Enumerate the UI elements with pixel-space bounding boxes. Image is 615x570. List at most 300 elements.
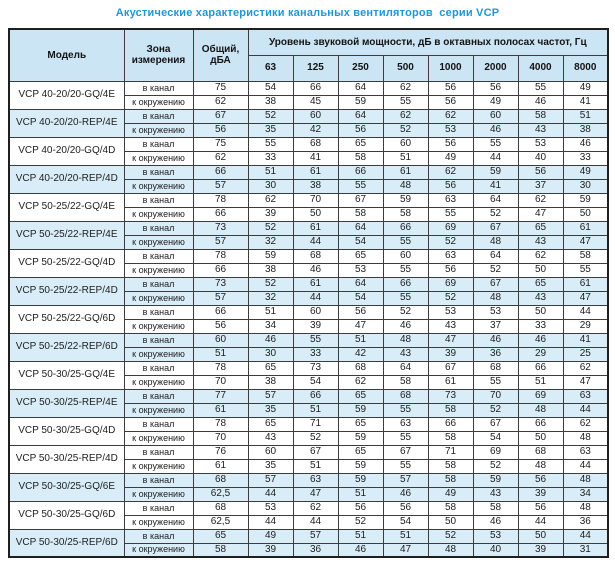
level-cell-125hz: 57 <box>293 529 338 543</box>
level-cell-500hz: 61 <box>383 165 428 179</box>
total-dba-cell: 75 <box>193 81 248 95</box>
level-cell-250hz: 64 <box>338 109 383 123</box>
level-cell-125hz: 63 <box>293 473 338 487</box>
level-cell-1000hz: 58 <box>428 473 473 487</box>
level-cell-500hz: 62 <box>383 81 428 95</box>
level-cell-1000hz: 73 <box>428 389 473 403</box>
level-cell-125hz: 66 <box>293 389 338 403</box>
level-cell-250hz: 56 <box>338 501 383 515</box>
level-cell-4000hz: 51 <box>518 375 563 389</box>
level-cell-500hz: 60 <box>383 137 428 151</box>
level-cell-250hz: 51 <box>338 529 383 543</box>
level-cell-125hz: 66 <box>293 81 338 95</box>
level-cell-250hz: 58 <box>338 151 383 165</box>
level-cell-125hz: 46 <box>293 263 338 277</box>
measurement-zone-cell: к окружению <box>124 487 193 501</box>
level-cell-500hz: 66 <box>383 277 428 291</box>
level-cell-125hz: 68 <box>293 137 338 151</box>
level-cell-4000hz: 62 <box>518 249 563 263</box>
level-cell-63hz: 46 <box>248 333 293 347</box>
level-cell-125hz: 60 <box>293 305 338 319</box>
level-cell-500hz: 55 <box>383 403 428 417</box>
level-cell-250hz: 42 <box>338 347 383 361</box>
level-cell-1000hz: 56 <box>428 95 473 109</box>
total-dba-cell: 62,5 <box>193 487 248 501</box>
level-cell-500hz: 59 <box>383 193 428 207</box>
level-cell-2000hz: 59 <box>473 165 518 179</box>
level-cell-63hz: 38 <box>248 263 293 277</box>
level-cell-2000hz: 56 <box>473 81 518 95</box>
level-cell-125hz: 61 <box>293 221 338 235</box>
level-cell-63hz: 34 <box>248 319 293 333</box>
level-cell-63hz: 32 <box>248 235 293 249</box>
level-cell-125hz: 61 <box>293 165 338 179</box>
table-row <box>9 221 608 235</box>
level-cell-4000hz: 68 <box>518 445 563 459</box>
level-cell-500hz: 64 <box>383 361 428 375</box>
level-cell-125hz: 52 <box>293 431 338 445</box>
level-cell-4000hz: 62 <box>518 193 563 207</box>
level-cell-1000hz: 53 <box>428 123 473 137</box>
level-cell-4000hz: 69 <box>518 389 563 403</box>
level-cell-500hz: 55 <box>383 291 428 305</box>
level-cell-250hz: 59 <box>338 95 383 109</box>
level-cell-1000hz: 66 <box>428 417 473 431</box>
level-cell-1000hz: 49 <box>428 487 473 501</box>
total-dba-cell: 62 <box>193 151 248 165</box>
level-cell-250hz: 66 <box>338 165 383 179</box>
total-dba-cell: 70 <box>193 431 248 445</box>
measurement-zone-cell: в канал <box>124 81 193 95</box>
level-cell-8000hz: 48 <box>563 473 608 487</box>
level-cell-2000hz: 55 <box>473 137 518 151</box>
level-cell-4000hz: 55 <box>518 81 563 95</box>
level-cell-2000hz: 37 <box>473 319 518 333</box>
level-cell-4000hz: 56 <box>518 473 563 487</box>
level-cell-2000hz: 36 <box>473 347 518 361</box>
level-cell-1000hz: 56 <box>428 137 473 151</box>
level-cell-2000hz: 53 <box>473 529 518 543</box>
level-cell-8000hz: 51 <box>563 109 608 123</box>
level-cell-125hz: 44 <box>293 515 338 529</box>
level-cell-4000hz: 43 <box>518 235 563 249</box>
level-cell-500hz: 66 <box>383 221 428 235</box>
table-row <box>9 137 608 151</box>
level-cell-125hz: 73 <box>293 361 338 375</box>
level-cell-500hz: 57 <box>383 473 428 487</box>
level-cell-63hz: 43 <box>248 431 293 445</box>
level-cell-500hz: 55 <box>383 235 428 249</box>
total-dba-cell: 57 <box>193 179 248 193</box>
total-dba-cell: 65 <box>193 529 248 543</box>
level-cell-2000hz: 55 <box>473 375 518 389</box>
total-dba-cell: 68 <box>193 501 248 515</box>
level-cell-8000hz: 41 <box>563 333 608 347</box>
level-cell-8000hz: 25 <box>563 347 608 361</box>
measurement-zone-cell: в канал <box>124 137 193 151</box>
level-cell-250hz: 64 <box>338 277 383 291</box>
level-cell-2000hz: 40 <box>473 543 518 557</box>
level-cell-250hz: 65 <box>338 389 383 403</box>
level-cell-4000hz: 43 <box>518 123 563 137</box>
level-cell-125hz: 39 <box>293 319 338 333</box>
level-cell-4000hz: 56 <box>518 165 563 179</box>
level-cell-125hz: 70 <box>293 193 338 207</box>
measurement-zone-cell: к окружению <box>124 403 193 417</box>
level-cell-4000hz: 39 <box>518 543 563 557</box>
table-row <box>9 501 608 515</box>
level-cell-500hz: 51 <box>383 151 428 165</box>
level-cell-8000hz: 63 <box>563 389 608 403</box>
model-name-cell: VCP 40-20/20-REP/4D <box>9 165 124 193</box>
level-cell-4000hz: 58 <box>518 109 563 123</box>
table-row <box>9 445 608 459</box>
model-name-cell: VCP 50-25/22-GQ/4D <box>9 249 124 277</box>
level-cell-125hz: 44 <box>293 291 338 305</box>
level-cell-2000hz: 59 <box>473 473 518 487</box>
level-cell-8000hz: 49 <box>563 81 608 95</box>
level-cell-2000hz: 48 <box>473 235 518 249</box>
level-cell-125hz: 51 <box>293 459 338 473</box>
level-cell-500hz: 58 <box>383 375 428 389</box>
level-cell-63hz: 51 <box>248 165 293 179</box>
measurement-zone-cell: к окружению <box>124 431 193 445</box>
level-cell-1000hz: 61 <box>428 375 473 389</box>
total-dba-cell: 70 <box>193 375 248 389</box>
level-cell-4000hz: 46 <box>518 333 563 347</box>
table-row <box>9 389 608 403</box>
total-dba-cell: 62,5 <box>193 515 248 529</box>
level-cell-125hz: 45 <box>293 95 338 109</box>
level-cell-125hz: 36 <box>293 543 338 557</box>
level-cell-125hz: 67 <box>293 445 338 459</box>
column-header-frequency-group: Уровень звуковой мощности, дБ в октавных полосах частот, Гц <box>248 29 608 55</box>
level-cell-63hz: 44 <box>248 515 293 529</box>
level-cell-125hz: 55 <box>293 333 338 347</box>
level-cell-8000hz: 55 <box>563 263 608 277</box>
level-cell-63hz: 52 <box>248 109 293 123</box>
level-cell-1000hz: 58 <box>428 459 473 473</box>
measurement-zone-cell: к окружению <box>124 151 193 165</box>
level-cell-8000hz: 62 <box>563 361 608 375</box>
level-cell-2000hz: 60 <box>473 109 518 123</box>
measurement-zone-cell: к окружению <box>124 235 193 249</box>
level-cell-1000hz: 55 <box>428 207 473 221</box>
level-cell-250hz: 47 <box>338 319 383 333</box>
level-cell-63hz: 65 <box>248 361 293 375</box>
level-cell-250hz: 51 <box>338 487 383 501</box>
level-cell-8000hz: 33 <box>563 151 608 165</box>
level-cell-63hz: 52 <box>248 221 293 235</box>
level-cell-4000hz: 66 <box>518 417 563 431</box>
level-cell-1000hz: 69 <box>428 277 473 291</box>
level-cell-2000hz: 46 <box>473 123 518 137</box>
level-cell-8000hz: 34 <box>563 487 608 501</box>
level-cell-125hz: 54 <box>293 375 338 389</box>
level-cell-1000hz: 71 <box>428 445 473 459</box>
measurement-zone-cell: в канал <box>124 277 193 291</box>
level-cell-250hz: 68 <box>338 361 383 375</box>
level-cell-63hz: 55 <box>248 137 293 151</box>
table-row <box>9 249 608 263</box>
level-cell-4000hz: 33 <box>518 319 563 333</box>
measurement-zone-cell: к окружению <box>124 291 193 305</box>
model-name-cell: VCP 40-20/20-REP/4E <box>9 109 124 137</box>
level-cell-4000hz: 43 <box>518 291 563 305</box>
total-dba-cell: 66 <box>193 263 248 277</box>
frequency-header-1000: 1000 <box>428 55 473 81</box>
level-cell-63hz: 39 <box>248 207 293 221</box>
level-cell-500hz: 55 <box>383 431 428 445</box>
level-cell-125hz: 60 <box>293 109 338 123</box>
level-cell-250hz: 65 <box>338 249 383 263</box>
measurement-zone-cell: к окружению <box>124 459 193 473</box>
total-dba-cell: 56 <box>193 123 248 137</box>
level-cell-1000hz: 49 <box>428 151 473 165</box>
level-cell-500hz: 60 <box>383 249 428 263</box>
level-cell-8000hz: 61 <box>563 277 608 291</box>
level-cell-250hz: 65 <box>338 445 383 459</box>
level-cell-500hz: 52 <box>383 123 428 137</box>
level-cell-4000hz: 65 <box>518 277 563 291</box>
frequency-header-125: 125 <box>293 55 338 81</box>
total-dba-cell: 77 <box>193 389 248 403</box>
level-cell-8000hz: 44 <box>563 459 608 473</box>
table-row <box>9 305 608 319</box>
measurement-zone-cell: в канал <box>124 109 193 123</box>
model-name-cell: VCP 50-25/22-GQ/4E <box>9 193 124 221</box>
level-cell-63hz: 54 <box>248 81 293 95</box>
level-cell-2000hz: 52 <box>473 207 518 221</box>
level-cell-8000hz: 48 <box>563 501 608 515</box>
model-name-cell: VCP 40-20/20-GQ/4D <box>9 137 124 165</box>
table-row <box>9 417 608 431</box>
acoustic-characteristics-table <box>8 28 609 558</box>
level-cell-4000hz: 48 <box>518 403 563 417</box>
total-dba-cell: 58 <box>193 543 248 557</box>
level-cell-63hz: 53 <box>248 501 293 515</box>
level-cell-2000hz: 43 <box>473 487 518 501</box>
level-cell-8000hz: 29 <box>563 319 608 333</box>
measurement-zone-cell: в канал <box>124 165 193 179</box>
total-dba-cell: 56 <box>193 319 248 333</box>
level-cell-250hz: 53 <box>338 263 383 277</box>
level-cell-250hz: 65 <box>338 417 383 431</box>
model-name-cell: VCP 50-25/22-REP/4E <box>9 221 124 249</box>
level-cell-8000hz: 58 <box>563 249 608 263</box>
measurement-zone-cell: в канал <box>124 305 193 319</box>
level-cell-125hz: 44 <box>293 235 338 249</box>
level-cell-63hz: 35 <box>248 459 293 473</box>
table-header <box>9 29 608 81</box>
level-cell-8000hz: 44 <box>563 529 608 543</box>
level-cell-2000hz: 49 <box>473 95 518 109</box>
level-cell-500hz: 52 <box>383 305 428 319</box>
level-cell-1000hz: 39 <box>428 347 473 361</box>
level-cell-1000hz: 52 <box>428 291 473 305</box>
model-name-cell: VCP 50-30/25-REP/6D <box>9 529 124 557</box>
measurement-zone-cell: в канал <box>124 389 193 403</box>
total-dba-cell: 78 <box>193 417 248 431</box>
frequency-header-63: 63 <box>248 55 293 81</box>
level-cell-63hz: 59 <box>248 249 293 263</box>
level-cell-8000hz: 30 <box>563 179 608 193</box>
level-cell-8000hz: 50 <box>563 207 608 221</box>
measurement-zone-cell: в канал <box>124 221 193 235</box>
level-cell-8000hz: 62 <box>563 417 608 431</box>
level-cell-2000hz: 68 <box>473 361 518 375</box>
model-name-cell: VCP 50-30/25-GQ/4D <box>9 417 124 445</box>
level-cell-4000hz: 50 <box>518 529 563 543</box>
table-row <box>9 165 608 179</box>
level-cell-8000hz: 49 <box>563 165 608 179</box>
level-cell-8000hz: 44 <box>563 305 608 319</box>
level-cell-8000hz: 44 <box>563 403 608 417</box>
level-cell-125hz: 61 <box>293 277 338 291</box>
level-cell-8000hz: 63 <box>563 445 608 459</box>
level-cell-2000hz: 52 <box>473 263 518 277</box>
level-cell-2000hz: 44 <box>473 151 518 165</box>
level-cell-250hz: 55 <box>338 179 383 193</box>
model-name-cell: VCP 50-30/25-REP/4D <box>9 445 124 473</box>
level-cell-125hz: 41 <box>293 151 338 165</box>
model-name-cell: VCP 50-30/25-REP/4E <box>9 389 124 417</box>
level-cell-2000hz: 70 <box>473 389 518 403</box>
level-cell-500hz: 68 <box>383 389 428 403</box>
level-cell-2000hz: 67 <box>473 277 518 291</box>
level-cell-4000hz: 46 <box>518 95 563 109</box>
table-row <box>9 333 608 347</box>
model-name-cell: VCP 50-25/22-GQ/6D <box>9 305 124 333</box>
level-cell-8000hz: 47 <box>563 375 608 389</box>
level-cell-1000hz: 69 <box>428 221 473 235</box>
level-cell-2000hz: 41 <box>473 179 518 193</box>
level-cell-2000hz: 69 <box>473 445 518 459</box>
level-cell-4000hz: 50 <box>518 305 563 319</box>
measurement-zone-cell: к окружению <box>124 515 193 529</box>
total-dba-cell: 66 <box>193 165 248 179</box>
total-dba-cell: 73 <box>193 277 248 291</box>
total-dba-cell: 78 <box>193 361 248 375</box>
frequency-header-500: 500 <box>383 55 428 81</box>
measurement-zone-cell: в канал <box>124 473 193 487</box>
measurement-zone-cell: к окружению <box>124 179 193 193</box>
level-cell-125hz: 51 <box>293 403 338 417</box>
level-cell-250hz: 58 <box>338 207 383 221</box>
model-name-cell: VCP 50-30/25-GQ/4E <box>9 361 124 389</box>
table-row <box>9 529 608 543</box>
level-cell-250hz: 59 <box>338 431 383 445</box>
level-cell-1000hz: 58 <box>428 431 473 445</box>
level-cell-2000hz: 67 <box>473 221 518 235</box>
level-cell-1000hz: 56 <box>428 179 473 193</box>
level-cell-63hz: 65 <box>248 417 293 431</box>
level-cell-500hz: 51 <box>383 529 428 543</box>
level-cell-2000hz: 54 <box>473 431 518 445</box>
level-cell-500hz: 47 <box>383 543 428 557</box>
level-cell-125hz: 38 <box>293 179 338 193</box>
measurement-zone-cell: к окружению <box>124 543 193 557</box>
measurement-zone-cell: в канал <box>124 417 193 431</box>
level-cell-500hz: 46 <box>383 319 428 333</box>
measurement-zone-cell: к окружению <box>124 123 193 137</box>
measurement-zone-cell: к окружению <box>124 207 193 221</box>
table-row <box>9 193 608 207</box>
level-cell-4000hz: 40 <box>518 151 563 165</box>
level-cell-8000hz: 48 <box>563 431 608 445</box>
total-dba-cell: 61 <box>193 459 248 473</box>
level-cell-4000hz: 65 <box>518 221 563 235</box>
level-cell-4000hz: 29 <box>518 347 563 361</box>
level-cell-63hz: 30 <box>248 347 293 361</box>
model-name-cell: VCP 50-30/25-GQ/6D <box>9 501 124 529</box>
level-cell-63hz: 51 <box>248 305 293 319</box>
total-dba-cell: 66 <box>193 305 248 319</box>
level-cell-1000hz: 52 <box>428 235 473 249</box>
level-cell-1000hz: 52 <box>428 529 473 543</box>
level-cell-8000hz: 46 <box>563 137 608 151</box>
level-cell-1000hz: 63 <box>428 249 473 263</box>
measurement-zone-cell: в канал <box>124 193 193 207</box>
level-cell-1000hz: 56 <box>428 263 473 277</box>
total-dba-cell: 62 <box>193 95 248 109</box>
level-cell-2000hz: 64 <box>473 249 518 263</box>
table-body <box>9 81 608 557</box>
level-cell-500hz: 43 <box>383 347 428 361</box>
measurement-zone-cell: к окружению <box>124 263 193 277</box>
level-cell-1000hz: 50 <box>428 515 473 529</box>
level-cell-2000hz: 64 <box>473 193 518 207</box>
level-cell-4000hz: 37 <box>518 179 563 193</box>
table-row <box>9 473 608 487</box>
measurement-zone-cell: к окружению <box>124 347 193 361</box>
column-header-total: Общий, дБА <box>193 29 248 81</box>
table-row <box>9 361 608 375</box>
level-cell-4000hz: 48 <box>518 459 563 473</box>
model-name-cell: VCP 40-20/20-GQ/4E <box>9 81 124 109</box>
total-dba-cell: 60 <box>193 333 248 347</box>
level-cell-63hz: 57 <box>248 473 293 487</box>
level-cell-8000hz: 38 <box>563 123 608 137</box>
level-cell-4000hz: 53 <box>518 137 563 151</box>
level-cell-1000hz: 58 <box>428 501 473 515</box>
level-cell-63hz: 35 <box>248 123 293 137</box>
measurement-zone-cell: в канал <box>124 333 193 347</box>
level-cell-500hz: 56 <box>383 501 428 515</box>
total-dba-cell: 68 <box>193 473 248 487</box>
measurement-zone-cell: к окружению <box>124 375 193 389</box>
level-cell-63hz: 44 <box>248 487 293 501</box>
total-dba-cell: 75 <box>193 137 248 151</box>
level-cell-63hz: 52 <box>248 277 293 291</box>
level-cell-500hz: 55 <box>383 263 428 277</box>
level-cell-8000hz: 59 <box>563 193 608 207</box>
level-cell-4000hz: 66 <box>518 361 563 375</box>
model-name-cell: VCP 50-25/22-REP/4D <box>9 277 124 305</box>
level-cell-63hz: 57 <box>248 389 293 403</box>
total-dba-cell: 73 <box>193 221 248 235</box>
level-cell-125hz: 68 <box>293 249 338 263</box>
measurement-zone-cell: к окружению <box>124 95 193 109</box>
total-dba-cell: 61 <box>193 403 248 417</box>
level-cell-4000hz: 47 <box>518 207 563 221</box>
level-cell-125hz: 47 <box>293 487 338 501</box>
level-cell-63hz: 30 <box>248 179 293 193</box>
page-title: Акустические характеристики канальных вентиляторов серии VCP <box>115 7 500 19</box>
level-cell-2000hz: 48 <box>473 291 518 305</box>
level-cell-4000hz: 39 <box>518 487 563 501</box>
level-cell-1000hz: 62 <box>428 165 473 179</box>
